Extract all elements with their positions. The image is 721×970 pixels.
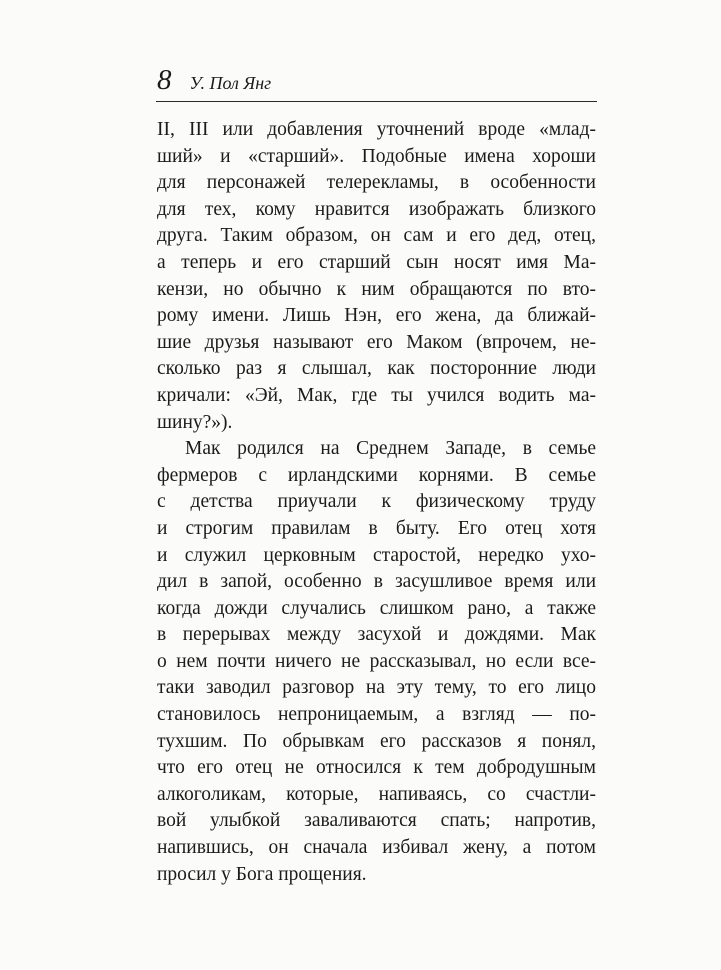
text-line: что его отец не относился к тем добродушным [157,757,596,779]
text-line: и строгим правилам в быту. Его отец хотя [157,517,596,539]
body-text [157,117,596,888]
text-line: а теперь и его старший сын носят имя Ма- [157,251,596,273]
text-line: для персонажей телерекламы, в особенности [157,172,596,194]
text-line: дил в запой, особенно в засушливое время или [157,571,596,593]
text-line: алкоголикам, которые, напиваясь, со счастли- [157,783,596,805]
text-line: о нем почти ничего не рассказывал, но если все- [157,650,596,672]
paragraph-1 [157,117,596,436]
text-line: тухшим. По обрывкам его рассказов я понял, [157,730,596,752]
text-line: становилось непроницаемым, а взгляд — по- [157,704,596,726]
text-line: и служил церковным старостой, нередко ухо- [157,544,596,566]
paragraph-2 [157,436,596,888]
text-line: ший» и «старший». Подобные имена хороши [157,145,596,167]
text-line: вой улыбкой заваливаются спать; напротив, [157,810,596,832]
text-line: друга. Таким образом, он сам и его дед, отец, [157,225,596,247]
page-number: 8 [157,64,172,96]
text-line: шину?»). [157,411,233,433]
text-line: кензи, но обычно к ним обращаются по вто- [157,278,596,300]
text-line: сколько раз я слышал, как посторонние люди [157,358,596,380]
text-line: с детства приучали к физическому труду [157,491,596,513]
text-line: в перерывах между засухой и дождями. Мак [157,624,596,646]
page-header [157,62,596,102]
text-line: когда дожди случались слишком рано, а также [157,597,596,619]
text-line: напившись, он сначала избивал жену, а потом [157,837,596,859]
text-line: фермеров с ирландскими корнями. В семье [157,464,596,486]
text-line: таки заводил разговор на эту тему, то его лицо [157,677,596,699]
text-line: для тех, кому нравится изображать близкого [157,198,596,220]
text-line: II, III или добавления уточнений вроде «млад- [157,119,596,140]
text-line: кричали: «Эй, Мак, где ты учился водить ма- [157,384,596,406]
text-line: рому имени. Лишь Нэн, его жена, да ближай- [157,305,596,327]
text-line: шие друзья называют его Маком (впрочем, не- [157,331,596,353]
running-head: У. Пол Янг [189,73,272,93]
text-line: Мак родился на Среднем Западе, в семье [185,438,596,460]
text-line: просил у Бога прощения. [157,863,367,885]
header-rule [156,101,597,102]
